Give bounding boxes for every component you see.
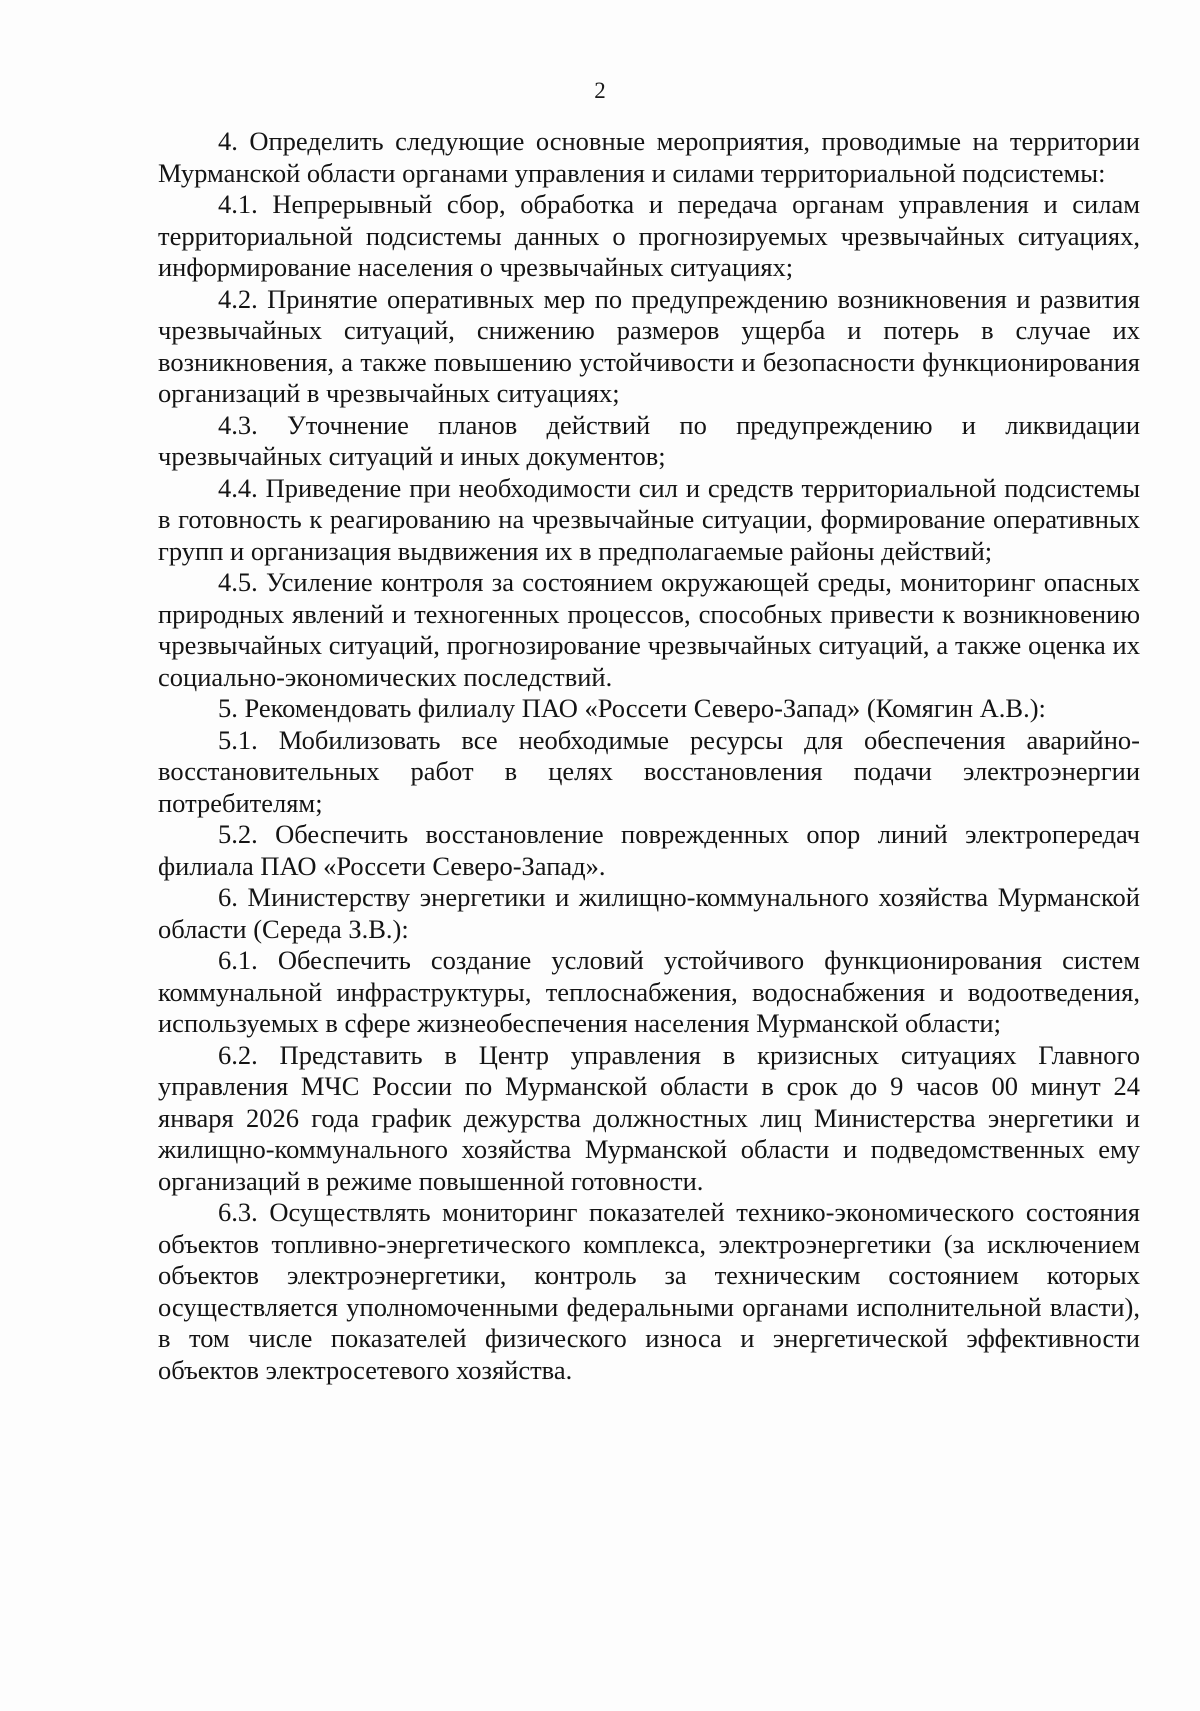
paragraph-4-5: 4.5. Усиление контроля за состоянием окружающей среды, мониторинг опасных природных явлений и техногенных процессов, способных привести к возникновению чрезвычайных ситуаций, прогнозирование чрезвычайных ситуаций, а также оценка их социально-экономических последствий. [158,567,1140,692]
paragraph-4-3: 4.3. Уточнение планов действий по предупреждению и ликвидации чрезвычайных ситуаций и иных документов; [158,409,1140,471]
paragraph-5-1: 5.1. Мобилизовать все необходимые ресурсы для обеспечения аварийно-восстановительных работ в целях восстановления подачи электроэнергии потребителям; [158,724,1140,818]
paragraph-4-4: 4.4. Приведение при необходимости сил и средств территориальной подсистемы в готовность к реагированию на чрезвычайные ситуации, формирование оперативных групп и организация выдвижения их в предполагаемые районы действий; [158,472,1140,566]
paragraph-6-3: 6.3. Осуществлять мониторинг показателей технико-экономического состояния объектов топливно-энергетического комплекса, электроэнергетики (за исключением объектов электроэнергетики, контроль за техническим состоянием которых осуществляется уполномоченными федеральными органами исполнительной власти), в том числе показателей физического износа и энергетической эффективности объектов электросетевого хозяйства. [158,1197,1140,1385]
paragraph-5: 5. Рекомендовать филиалу ПАО «Россети Северо-Запад» (Комягин А.В.): [218,693,1046,723]
paragraph-5-2: 5.2. Обеспечить восстановление поврежденных опор линий электропередач филиала ПАО «Россети Северо-Запад». [158,819,1140,881]
paragraph-6: 6. Министерству энергетики и жилищно-коммунального хозяйства Мурманской области (Середа З.В.): [158,882,1140,944]
paragraph-4-1: 4.1. Непрерывный сбор, обработка и передача органам управления и силам территориальной подсистемы данных о прогнозируемых чрезвычайных ситуациях, информирование населения о чрезвычайных ситуациях; [158,189,1140,282]
paragraph-4: 4. Определить следующие основные мероприятия, проводимые на территории Мурманской области органами управления и силами территориальной подсистемы: [158,126,1140,188]
page-number: 2 [594,78,606,103]
document-body [158,126,1140,1386]
paragraph-4-2: 4.2. Принятие оперативных мер по предупреждению возникновения и развития чрезвычайных ситуаций, снижению размеров ущерба и потерь в случае их возникновения, а также повышению устойчивости и безопасности функционирования организаций в чрезвычайных ситуациях; [158,283,1140,408]
paragraph-6-2: 6.2. Представить в Центр управления в кризисных ситуациях Главного управления МЧС России по Мурманской области в срок до 9 часов 00 минут 24 января 2026 года график дежурства должностных лиц Министерства энергетики и жилищно-коммунального хозяйства Мурманской области и подведомственных ему организаций в режиме повышенной готовности. [158,1039,1140,1196]
paragraph-6-1: 6.1. Обеспечить создание условий устойчивого функционирования систем коммунальной инфраструктуры, теплоснабжения, водоснабжения и водоотведения, используемых в сфере жизнеобеспечения населения Мурманской области; [158,945,1140,1038]
